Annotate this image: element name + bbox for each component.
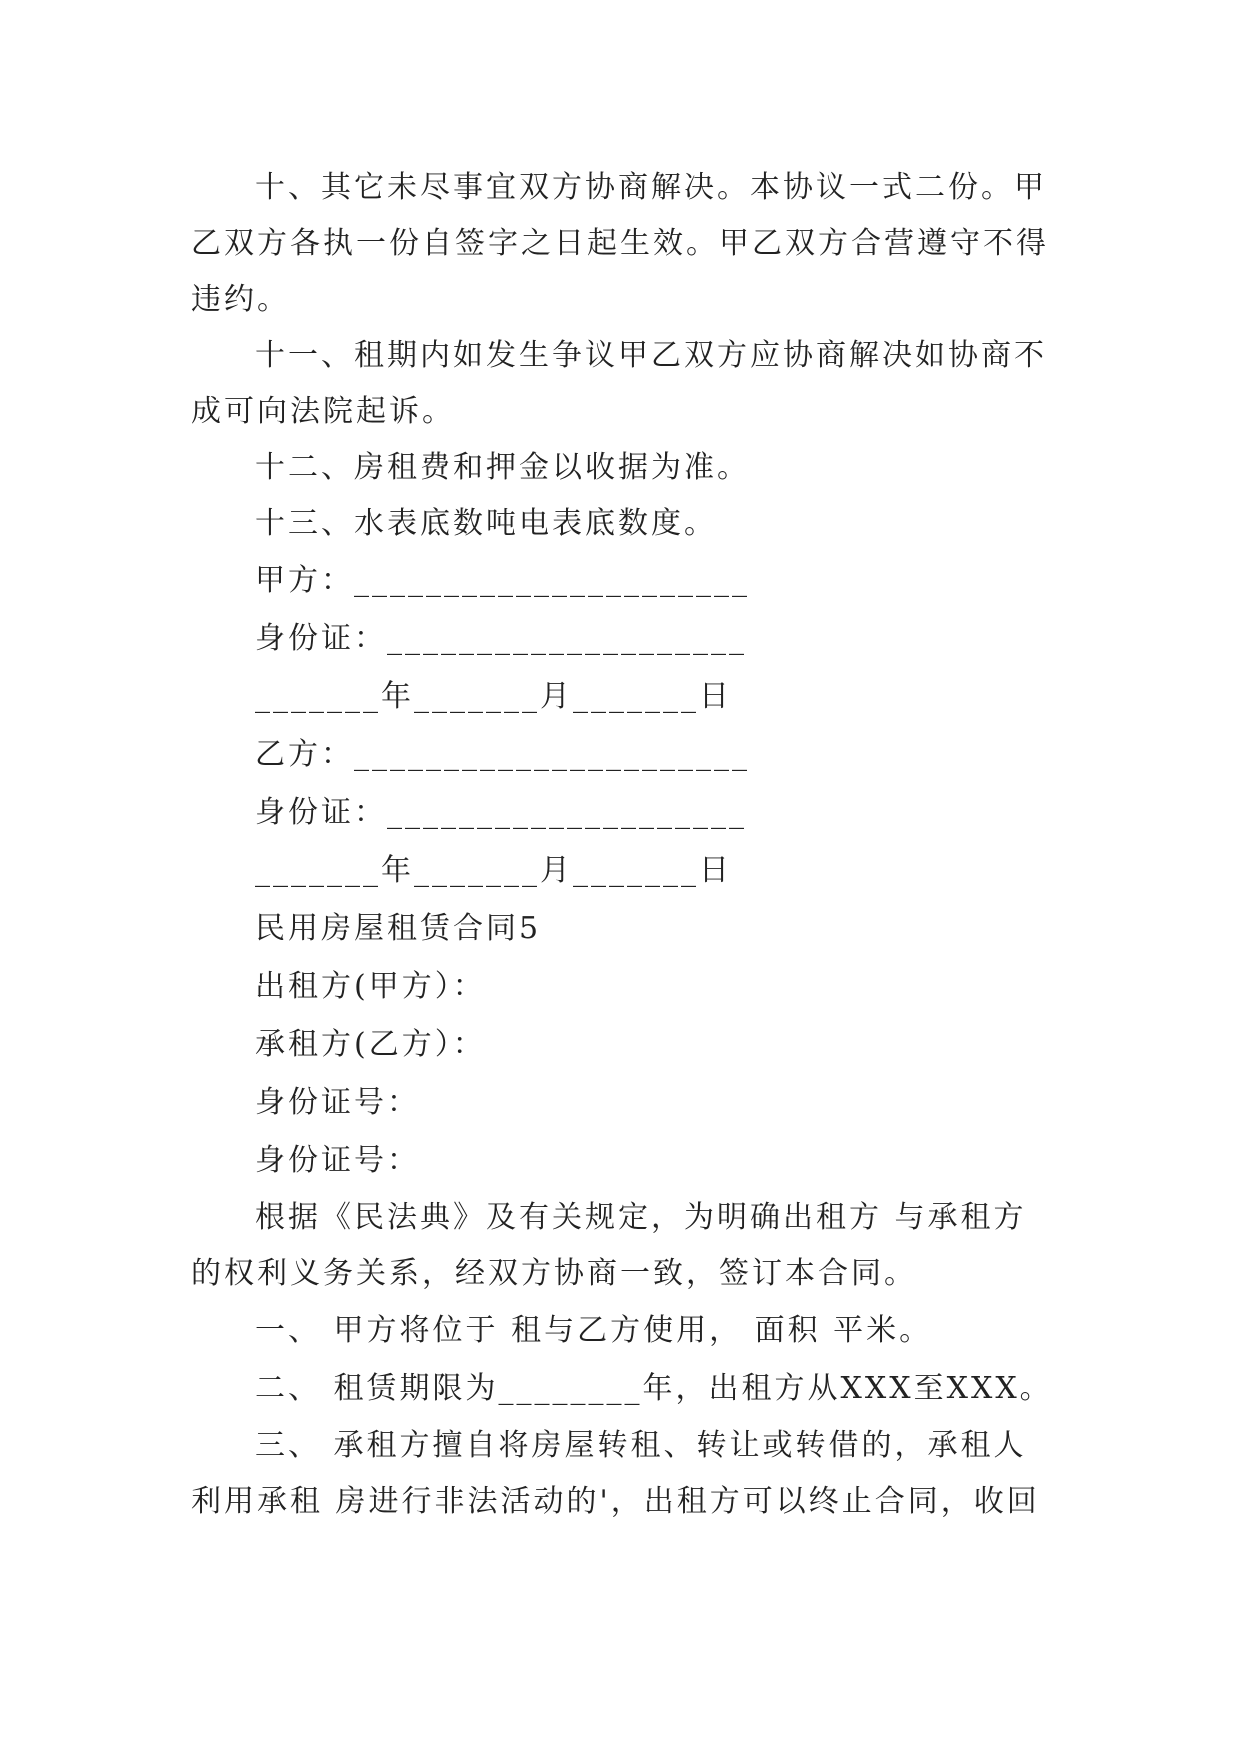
id-number-line-2: 身份证号：	[255, 1143, 420, 1178]
party-b-id-line: 身份证：____________________	[255, 795, 747, 830]
document-body	[191, 160, 1055, 1530]
party-b-date-line: _______年_______月_______日	[255, 853, 732, 888]
id-number-line-1: 身份证号：	[255, 1085, 420, 1120]
contract-preamble: 根据《民法典》及有关规定，为明确出租方 与承租方的权利义务关系，经双方协商一致，签订本合同。	[191, 1200, 1027, 1291]
clause-13: 十三、水表底数吨电表底数度。	[255, 506, 717, 541]
contract-clause-1: 一、 甲方将位于 租与乙方使用， 面积 平米。	[255, 1313, 933, 1348]
contract-clause-3: 三、 承租方擅自将房屋转租、转让或转借的，承租人利用承租 房进行非法活动的'，出租方可以终止合同，收回	[191, 1428, 1040, 1519]
party-b-signature-line: 乙方：______________________	[255, 737, 750, 772]
clause-10: 十、其它未尽事宜双方协商解决。本协议一式二份。甲乙双方各执一份自签字之日起生效。甲乙双方合营遵守不得违约。	[191, 170, 1049, 317]
lessor-line: 出租方(甲方）：	[255, 969, 486, 1004]
clause-12: 十二、房租费和押金以收据为准。	[255, 450, 750, 485]
clause-11: 十一、租期内如发生争议甲乙双方应协商解决如协商不成可向法院起诉。	[191, 338, 1047, 429]
contract-clause-2: 二、 租赁期限为________年，出租方从XXX至XXX。	[255, 1371, 1053, 1406]
lessee-line: 承租方(乙方）：	[255, 1027, 486, 1062]
party-a-date-line: _______年_______月_______日	[255, 679, 732, 714]
party-a-id-line: 身份证：____________________	[255, 621, 747, 656]
contract-title: 民用房屋租赁合同5	[255, 911, 542, 946]
party-a-signature-line: 甲方：______________________	[255, 563, 750, 598]
